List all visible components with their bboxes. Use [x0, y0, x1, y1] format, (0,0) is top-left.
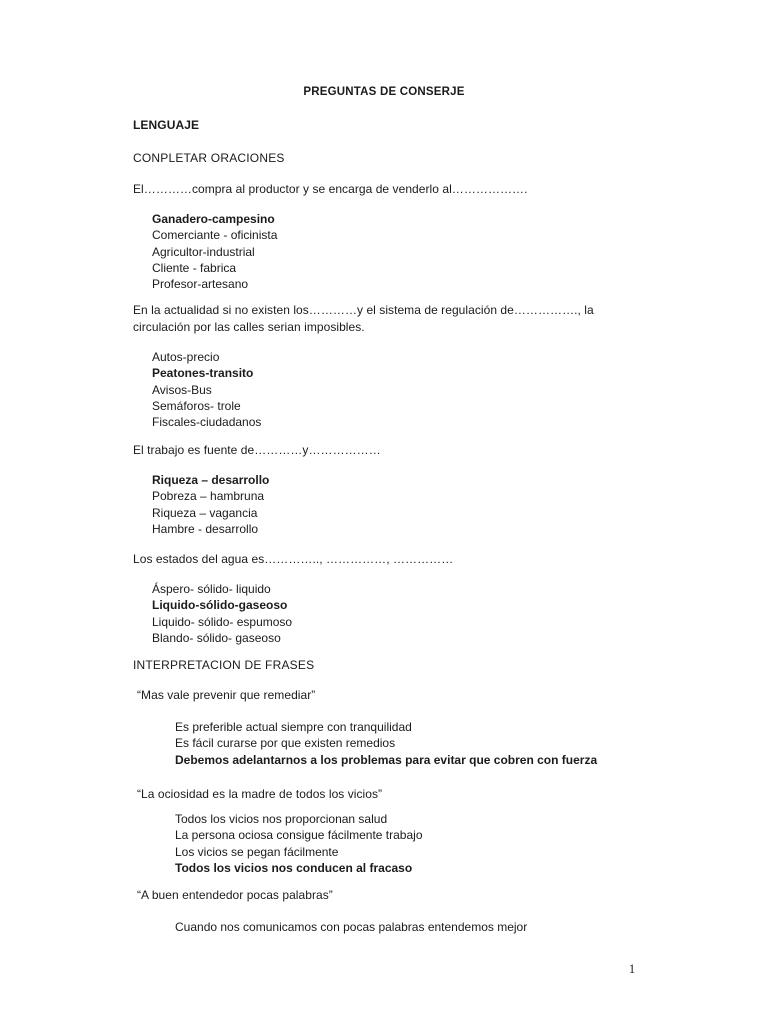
option-item-correct: Peatones-transito [152, 366, 254, 381]
option-item-correct: Riqueza – desarrollo [152, 473, 270, 487]
page-title: PREGUNTAS DE CONSERJE [303, 86, 465, 98]
option-item: Áspero- sólido- liquido [152, 582, 271, 596]
option-item: Los vicios se pegan fácilmente [175, 844, 339, 859]
option-item-correct: Debemos adelantarnos a los problemas para evitar que cobren con fuerza [175, 752, 598, 767]
option-item: Cliente - fabrica [152, 260, 237, 275]
question-prompt-3: El trabajo es fuente de…………y……………… [133, 443, 381, 457]
option-item: Todos los vicios nos proporcionan salud [175, 812, 388, 826]
phrase-quote-1: “Mas vale prevenir que remediar” [137, 688, 316, 702]
option-item: Es preferible actual siempre con tranquilidad [175, 720, 412, 734]
option-item: Avisos-Bus [152, 382, 212, 397]
section-heading-interpretacion: INTERPRETACION DE FRASES [133, 658, 315, 672]
phrase-quote-2: “La ociosidad es la madre de todos los vicios” [137, 787, 383, 801]
option-item: Cuando nos comunicamos con pocas palabras entendemos mejor [175, 920, 528, 934]
option-item: Semáforos- trole [152, 398, 241, 413]
option-list-3 [152, 472, 269, 537]
phrase-quote-3: “A buen entendedor pocas palabras” [137, 888, 333, 902]
option-item: Pobreza – hambruna [152, 489, 265, 504]
option-item: La persona ociosa consigue fácilmente trabajo [175, 828, 423, 843]
section-subheading-conpletar-oraciones: CONPLETAR ORACIONES [133, 151, 285, 165]
question-prompt-1: El…………compra al productor y se encarga de venderlo al………………. [133, 182, 528, 196]
option-item: Blando- sólido- gaseoso [152, 630, 281, 645]
option-item-correct: Liquido-sólido-gaseoso [152, 598, 288, 613]
option-list-6 [175, 811, 423, 876]
option-item: Es fácil curarse por que existen remedios [175, 736, 396, 751]
page-number: 1 [628, 962, 636, 976]
option-list-1 [152, 211, 277, 292]
option-item: Autos-precio [152, 350, 220, 364]
option-item: Liquido- sólido- espumoso [152, 614, 293, 629]
option-list-5 [175, 719, 597, 768]
option-item-correct: Ganadero-campesino [152, 212, 275, 226]
option-list-2 [152, 349, 261, 430]
option-item: Riqueza – vagancia [152, 505, 258, 520]
section-heading-lenguaje: LENGUAJE [133, 118, 200, 132]
option-item-correct: Todos los vicios nos conducen al fracaso [175, 860, 413, 875]
option-list-4 [152, 581, 292, 646]
option-item: Hambre - desarrollo [152, 521, 259, 536]
question-prompt-4: Los estados del agua es………….., ……………, …………… [133, 552, 454, 566]
question-prompt-2: En la actualidad si no existen los…………y el sistema de regulación de……………., la circulación por las calles serian imposibles. [133, 303, 594, 334]
option-item: Profesor-artesano [152, 277, 249, 292]
option-list-7 [175, 919, 527, 935]
option-item: Fiscales-ciudadanos [152, 415, 262, 430]
option-item: Comerciante - oficinista [152, 228, 278, 243]
option-item: Agricultor-industrial [152, 244, 255, 259]
